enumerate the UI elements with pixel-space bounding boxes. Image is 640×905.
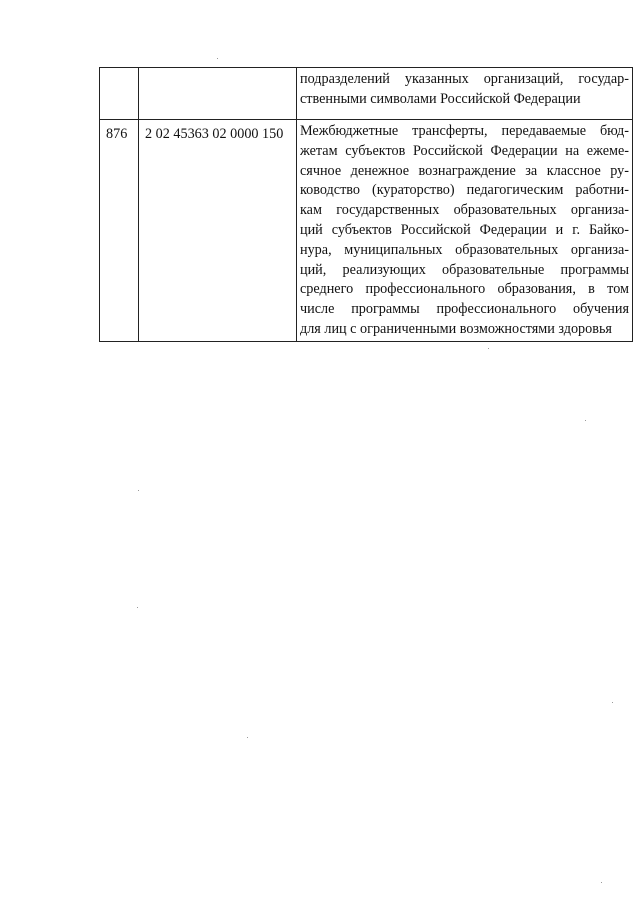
scan-speck — [217, 58, 218, 59]
description-line: числе программы профессионального обучения — [300, 301, 629, 318]
description-line: жетам субъектов Российской Федерации на ежеме- — [300, 142, 629, 159]
row-number-cell — [100, 68, 139, 120]
row-number-cell: 876 — [100, 120, 139, 342]
description-cell — [297, 68, 633, 120]
budget-code-cell: 2 02 45363 02 0000 150 — [139, 120, 297, 342]
description-line: ственными символами Российской Федерации — [300, 90, 581, 107]
description-line: ководство (кураторство) педагогическим работни- — [300, 182, 629, 199]
scan-speck — [488, 348, 489, 349]
description-line: ций субъектов Российской Федерации и г. Байко- — [300, 221, 629, 238]
scan-speck — [612, 702, 613, 703]
scan-speck — [137, 607, 138, 608]
budget-code-cell — [139, 68, 297, 120]
description-line: нура, муниципальных образовательных организа- — [300, 241, 629, 258]
table-row — [100, 120, 633, 342]
scan-speck — [585, 420, 586, 421]
budget-classification-table — [99, 67, 633, 342]
description-line: Межбюджетные трансферты, передаваемые бюд- — [300, 123, 629, 139]
table-row — [100, 68, 633, 120]
description-line: для лиц с ограниченными возможностями здоровья — [300, 320, 612, 337]
description-line: сячное денежное вознаграждение за классное ру- — [300, 162, 629, 179]
scan-speck — [138, 490, 139, 491]
description-line: кам государственных образовательных организа- — [300, 202, 629, 219]
scan-speck — [601, 882, 602, 883]
description-cell — [297, 120, 633, 342]
description-line: подразделений указанных организаций, государ- — [300, 71, 629, 87]
description-line: ций, реализующих образовательные программы — [300, 261, 629, 278]
description-line: среднего профессионального образования, в том — [300, 281, 629, 298]
scan-speck — [247, 737, 248, 738]
